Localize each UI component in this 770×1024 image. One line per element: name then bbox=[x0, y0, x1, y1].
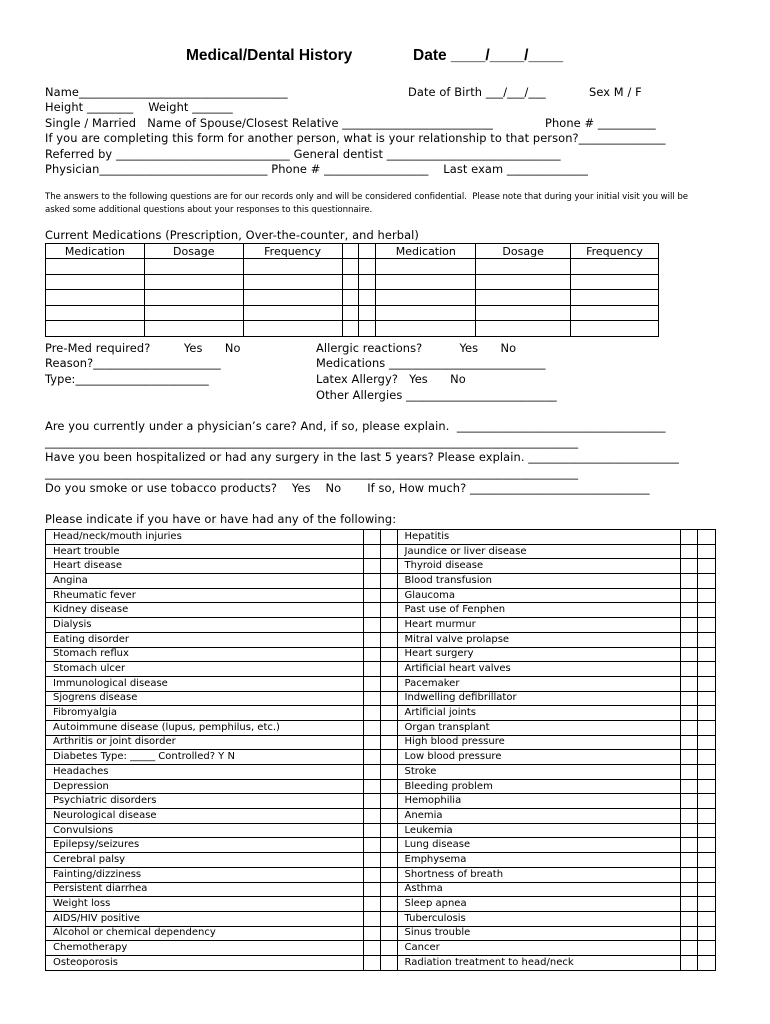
condition-checkbox[interactable] bbox=[681, 867, 698, 882]
med-cell[interactable] bbox=[46, 305, 145, 321]
premed-required-field[interactable]: Pre-Med required? Yes No bbox=[45, 341, 241, 355]
condition-checkbox[interactable] bbox=[380, 588, 397, 603]
condition-label-left: Stomach ulcer bbox=[46, 662, 364, 677]
condition-row bbox=[46, 809, 716, 824]
medications-heading: Current Medications (Prescription, Over-the-counter, and herbal) bbox=[45, 228, 419, 242]
condition-checkbox[interactable] bbox=[681, 559, 698, 574]
frequency-col-header: Frequency bbox=[243, 244, 342, 259]
condition-row bbox=[46, 544, 716, 559]
condition-checkbox[interactable] bbox=[698, 588, 716, 603]
condition-checkbox[interactable] bbox=[363, 897, 380, 912]
condition-checkbox[interactable] bbox=[698, 632, 716, 647]
condition-label-right: Emphysema bbox=[397, 853, 681, 868]
spacer-col bbox=[359, 244, 376, 259]
condition-checkbox[interactable] bbox=[363, 926, 380, 941]
condition-checkbox[interactable] bbox=[698, 530, 716, 545]
condition-checkbox[interactable] bbox=[681, 882, 698, 897]
condition-checkbox[interactable] bbox=[698, 706, 716, 721]
condition-row bbox=[46, 897, 716, 912]
condition-label-right: Blood transfusion bbox=[397, 574, 681, 589]
condition-row bbox=[46, 794, 716, 809]
condition-checkbox[interactable] bbox=[363, 706, 380, 721]
condition-row bbox=[46, 676, 716, 691]
med-cell[interactable] bbox=[376, 305, 476, 321]
condition-checkbox[interactable] bbox=[363, 823, 380, 838]
dosage-cell[interactable] bbox=[476, 321, 571, 337]
condition-label-right: Hemophilia bbox=[397, 794, 681, 809]
medications-table bbox=[45, 243, 659, 337]
condition-checkbox[interactable] bbox=[363, 588, 380, 603]
condition-checkbox[interactable] bbox=[681, 647, 698, 662]
spacer-cell bbox=[359, 305, 376, 321]
condition-checkbox[interactable] bbox=[698, 676, 716, 691]
condition-label-right: Indwelling defibrillator bbox=[397, 691, 681, 706]
condition-checkbox[interactable] bbox=[698, 838, 716, 853]
dosage-col-header: Dosage bbox=[476, 244, 571, 259]
dosage-cell[interactable] bbox=[476, 259, 571, 275]
condition-checkbox[interactable] bbox=[681, 720, 698, 735]
condition-checkbox[interactable] bbox=[698, 779, 716, 794]
condition-checkbox[interactable] bbox=[380, 691, 397, 706]
form-title: Medical/Dental History bbox=[186, 47, 353, 64]
condition-checkbox[interactable] bbox=[380, 720, 397, 735]
condition-checkbox[interactable] bbox=[698, 662, 716, 677]
condition-checkbox[interactable] bbox=[380, 853, 397, 868]
condition-checkbox[interactable] bbox=[380, 838, 397, 853]
condition-row bbox=[46, 882, 716, 897]
medication-row bbox=[46, 305, 659, 321]
condition-label-right: Shortness of breath bbox=[397, 867, 681, 882]
condition-checkbox[interactable] bbox=[681, 794, 698, 809]
med-col-header: Medication bbox=[46, 244, 145, 259]
condition-checkbox[interactable] bbox=[363, 853, 380, 868]
condition-checkbox[interactable] bbox=[363, 867, 380, 882]
medication-row bbox=[46, 321, 659, 337]
hospitalized-question[interactable]: Have you been hospitalized or had any surgery in the last 5 years? Please explain. __________________________ bbox=[45, 450, 679, 464]
condition-label-right: Asthma bbox=[397, 882, 681, 897]
condition-checkbox[interactable] bbox=[380, 911, 397, 926]
condition-checkbox[interactable] bbox=[681, 941, 698, 956]
condition-checkbox[interactable] bbox=[681, 955, 698, 970]
med-cell[interactable] bbox=[376, 321, 476, 337]
medication-row bbox=[46, 290, 659, 306]
condition-checkbox[interactable] bbox=[681, 926, 698, 941]
condition-checkbox[interactable] bbox=[681, 574, 698, 589]
dob-field[interactable]: Date of Birth ___/___/___ bbox=[408, 85, 546, 99]
condition-checkbox[interactable] bbox=[698, 765, 716, 780]
condition-label-right: Hepatitis bbox=[397, 530, 681, 545]
condition-row bbox=[46, 588, 716, 603]
condition-row bbox=[46, 941, 716, 956]
condition-checkbox[interactable] bbox=[698, 603, 716, 618]
condition-checkbox[interactable] bbox=[681, 632, 698, 647]
condition-label-right: Tuberculosis bbox=[397, 911, 681, 926]
condition-label-right: Organ transplant bbox=[397, 720, 681, 735]
condition-checkbox[interactable] bbox=[380, 867, 397, 882]
condition-row bbox=[46, 911, 716, 926]
condition-row bbox=[46, 867, 716, 882]
condition-checkbox[interactable] bbox=[363, 735, 380, 750]
condition-label-left: Stomach reflux bbox=[46, 647, 364, 662]
condition-checkbox[interactable] bbox=[380, 809, 397, 824]
condition-label-right: Heart surgery bbox=[397, 647, 681, 662]
condition-row bbox=[46, 618, 716, 633]
condition-checkbox[interactable] bbox=[363, 632, 380, 647]
condition-checkbox[interactable] bbox=[698, 809, 716, 824]
physician-care-question[interactable]: Are you currently under a physician’s care? And, if so, please explain. ____________________________________ bbox=[45, 419, 666, 433]
dosage-cell[interactable] bbox=[476, 274, 571, 290]
condition-checkbox[interactable] bbox=[681, 662, 698, 677]
condition-checkbox[interactable] bbox=[681, 750, 698, 765]
med-cell[interactable] bbox=[376, 259, 476, 275]
conditions-heading: Please indicate if you have or have had any of the following: bbox=[45, 512, 397, 526]
condition-checkbox[interactable] bbox=[363, 662, 380, 677]
premed-reason-field[interactable]: Reason?______________________ bbox=[45, 356, 221, 370]
condition-checkbox[interactable] bbox=[681, 897, 698, 912]
condition-label-left: Alcohol or chemical dependency bbox=[46, 926, 364, 941]
condition-label-left: Weight loss bbox=[46, 897, 364, 912]
condition-row bbox=[46, 574, 716, 589]
condition-label-left: Psychiatric disorders bbox=[46, 794, 364, 809]
condition-row bbox=[46, 779, 716, 794]
condition-checkbox[interactable] bbox=[698, 926, 716, 941]
condition-checkbox[interactable] bbox=[380, 662, 397, 677]
condition-row bbox=[46, 647, 716, 662]
referral-dentist-field[interactable]: Referred by ______________________________ General dentist ______________________________ bbox=[45, 147, 561, 161]
spacer-cell bbox=[342, 274, 359, 290]
condition-checkbox[interactable] bbox=[363, 559, 380, 574]
marital-relative-field[interactable]: Single / Married Name of Spouse/Closest Relative __________________________ bbox=[45, 116, 493, 130]
condition-label-right: Low blood pressure bbox=[397, 750, 681, 765]
condition-label-right: Artificial heart valves bbox=[397, 662, 681, 677]
condition-row bbox=[46, 706, 716, 721]
premed-type-field[interactable]: Type:_______________________ bbox=[45, 372, 209, 386]
condition-label-left: Heart disease bbox=[46, 559, 364, 574]
condition-checkbox[interactable] bbox=[681, 911, 698, 926]
medication-row bbox=[46, 259, 659, 275]
condition-checkbox[interactable] bbox=[681, 603, 698, 618]
dosage-cell[interactable] bbox=[476, 305, 571, 321]
latex-allergy-field[interactable]: Latex Allergy? Yes No bbox=[316, 372, 466, 386]
frequency-cell[interactable] bbox=[243, 290, 342, 306]
condition-checkbox[interactable] bbox=[380, 765, 397, 780]
condition-label-right: Glaucoma bbox=[397, 588, 681, 603]
condition-checkbox[interactable] bbox=[681, 691, 698, 706]
condition-checkbox[interactable] bbox=[681, 823, 698, 838]
condition-checkbox[interactable] bbox=[698, 955, 716, 970]
condition-label-left: Persistent diarrhea bbox=[46, 882, 364, 897]
condition-checkbox[interactable] bbox=[363, 603, 380, 618]
condition-label-left: Head/neck/mouth injuries bbox=[46, 530, 364, 545]
condition-checkbox[interactable] bbox=[363, 779, 380, 794]
condition-checkbox[interactable] bbox=[698, 823, 716, 838]
condition-checkbox[interactable] bbox=[380, 926, 397, 941]
relative-phone-field[interactable]: Phone # __________ bbox=[545, 116, 656, 130]
condition-checkbox[interactable] bbox=[380, 794, 397, 809]
condition-checkbox[interactable] bbox=[380, 647, 397, 662]
condition-checkbox[interactable] bbox=[698, 941, 716, 956]
condition-row bbox=[46, 750, 716, 765]
other-allergies-field[interactable]: Other Allergies __________________________ bbox=[316, 388, 557, 402]
condition-checkbox[interactable] bbox=[681, 779, 698, 794]
name-field[interactable]: Name____________________________________ bbox=[45, 85, 288, 99]
frequency-cell[interactable] bbox=[243, 274, 342, 290]
condition-checkbox[interactable] bbox=[698, 574, 716, 589]
frequency-cell[interactable] bbox=[571, 321, 659, 337]
condition-checkbox[interactable] bbox=[698, 647, 716, 662]
condition-label-left: Osteoporosis bbox=[46, 955, 364, 970]
spacer-cell bbox=[359, 274, 376, 290]
condition-row bbox=[46, 662, 716, 677]
dosage-col-header: Dosage bbox=[144, 244, 243, 259]
condition-checkbox[interactable] bbox=[681, 735, 698, 750]
condition-row bbox=[46, 603, 716, 618]
condition-label-left: Depression bbox=[46, 779, 364, 794]
condition-row bbox=[46, 853, 716, 868]
condition-label-left: Sjogrens disease bbox=[46, 691, 364, 706]
condition-label-right: Past use of Fenphen bbox=[397, 603, 681, 618]
condition-label-right: Heart murmur bbox=[397, 618, 681, 633]
condition-checkbox[interactable] bbox=[681, 530, 698, 545]
condition-label-right: High blood pressure bbox=[397, 735, 681, 750]
medication-row bbox=[46, 274, 659, 290]
conditions-table bbox=[45, 529, 716, 971]
condition-label-left: AIDS/HIV positive bbox=[46, 911, 364, 926]
med-cell[interactable] bbox=[46, 290, 145, 306]
spacer-cell bbox=[359, 321, 376, 337]
relationship-field[interactable]: If you are completing this form for another person, what is your relationship to that person?_______________ bbox=[45, 131, 666, 145]
condition-checkbox[interactable] bbox=[681, 544, 698, 559]
condition-checkbox[interactable] bbox=[363, 955, 380, 970]
condition-checkbox[interactable] bbox=[380, 955, 397, 970]
dosage-cell[interactable] bbox=[476, 290, 571, 306]
condition-checkbox[interactable] bbox=[363, 691, 380, 706]
condition-label-right: Radiation treatment to head/neck bbox=[397, 955, 681, 970]
condition-checkbox[interactable] bbox=[698, 750, 716, 765]
condition-label-right: Pacemaker bbox=[397, 676, 681, 691]
condition-checkbox[interactable] bbox=[363, 750, 380, 765]
condition-row bbox=[46, 691, 716, 706]
condition-checkbox[interactable] bbox=[380, 735, 397, 750]
disclaimer-line-1: The answers to the following questions are for our records only and will be considered confidential. Please note that during your initial visit you will be bbox=[45, 192, 688, 202]
condition-checkbox[interactable] bbox=[698, 720, 716, 735]
condition-label-left: Autoimmune disease (lupus, pemphilus, etc.) bbox=[46, 720, 364, 735]
spacer-cell bbox=[359, 290, 376, 306]
condition-row bbox=[46, 735, 716, 750]
condition-checkbox[interactable] bbox=[681, 765, 698, 780]
condition-label-right: Anemia bbox=[397, 809, 681, 824]
condition-checkbox[interactable] bbox=[698, 735, 716, 750]
frequency-cell[interactable] bbox=[243, 321, 342, 337]
condition-checkbox[interactable] bbox=[363, 838, 380, 853]
condition-label-right: Jaundice or liver disease bbox=[397, 544, 681, 559]
condition-checkbox[interactable] bbox=[363, 676, 380, 691]
allergy-medications-field[interactable]: Medications ___________________________ bbox=[316, 356, 546, 370]
condition-checkbox[interactable] bbox=[681, 588, 698, 603]
condition-row bbox=[46, 559, 716, 574]
condition-row bbox=[46, 838, 716, 853]
dosage-cell[interactable] bbox=[144, 321, 243, 337]
condition-checkbox[interactable] bbox=[380, 779, 397, 794]
frequency-cell[interactable] bbox=[571, 305, 659, 321]
condition-label-left: Epilepsy/seizures bbox=[46, 838, 364, 853]
condition-label-right: Stroke bbox=[397, 765, 681, 780]
condition-label-right: Bleeding problem bbox=[397, 779, 681, 794]
condition-label-left: Heart trouble bbox=[46, 544, 364, 559]
condition-row bbox=[46, 926, 716, 941]
condition-checkbox[interactable] bbox=[681, 676, 698, 691]
frequency-cell[interactable] bbox=[243, 305, 342, 321]
height-weight-field[interactable]: Height ________ Weight _______ bbox=[45, 100, 233, 114]
condition-label-right: Cancer bbox=[397, 941, 681, 956]
condition-checkbox[interactable] bbox=[380, 750, 397, 765]
condition-checkbox[interactable] bbox=[698, 691, 716, 706]
condition-checkbox[interactable] bbox=[380, 897, 397, 912]
frequency-cell[interactable] bbox=[571, 274, 659, 290]
condition-checkbox[interactable] bbox=[681, 838, 698, 853]
condition-checkbox[interactable] bbox=[698, 897, 716, 912]
condition-checkbox[interactable] bbox=[698, 867, 716, 882]
frequency-cell[interactable] bbox=[571, 259, 659, 275]
condition-label-right: Sinus trouble bbox=[397, 926, 681, 941]
condition-checkbox[interactable] bbox=[380, 603, 397, 618]
condition-label-left: Chemotherapy bbox=[46, 941, 364, 956]
spacer-cell bbox=[342, 290, 359, 306]
condition-checkbox[interactable] bbox=[363, 765, 380, 780]
condition-checkbox[interactable] bbox=[681, 618, 698, 633]
frequency-cell[interactable] bbox=[243, 259, 342, 275]
condition-label-right: Mitral valve prolapse bbox=[397, 632, 681, 647]
condition-label-left: Cerebral palsy bbox=[46, 853, 364, 868]
smoking-question[interactable]: Do you smoke or use tobacco products? Yes No If so, How much? _______________________________ bbox=[45, 481, 650, 495]
condition-label-left: Fainting/dizziness bbox=[46, 867, 364, 882]
condition-label-left: Arthritis or joint disorder bbox=[46, 735, 364, 750]
spacer-cell bbox=[342, 305, 359, 321]
spacer-cell bbox=[342, 321, 359, 337]
condition-label-left: Kidney disease bbox=[46, 603, 364, 618]
condition-label-left: Convulsions bbox=[46, 823, 364, 838]
sex-field[interactable]: Sex M / F bbox=[589, 85, 642, 99]
condition-label-right: Lung disease bbox=[397, 838, 681, 853]
condition-checkbox[interactable] bbox=[380, 574, 397, 589]
condition-checkbox[interactable] bbox=[380, 823, 397, 838]
condition-checkbox[interactable] bbox=[363, 574, 380, 589]
med-cell[interactable] bbox=[46, 274, 145, 290]
condition-row bbox=[46, 720, 716, 735]
condition-label-left: Eating disorder bbox=[46, 632, 364, 647]
med-cell[interactable] bbox=[376, 274, 476, 290]
condition-label-left: Angina bbox=[46, 574, 364, 589]
condition-checkbox[interactable] bbox=[698, 911, 716, 926]
spacer-col bbox=[342, 244, 359, 259]
condition-checkbox[interactable] bbox=[363, 809, 380, 824]
condition-checkbox[interactable] bbox=[698, 882, 716, 897]
condition-checkbox[interactable] bbox=[363, 647, 380, 662]
spacer-cell bbox=[359, 259, 376, 275]
physician-field[interactable]: Physician_____________________________ Phone # __________________ Last exam ______________ bbox=[45, 162, 589, 176]
condition-label-left: Headaches bbox=[46, 765, 364, 780]
condition-checkbox[interactable] bbox=[380, 559, 397, 574]
condition-checkbox[interactable] bbox=[363, 911, 380, 926]
condition-checkbox[interactable] bbox=[698, 618, 716, 633]
medications-header-row bbox=[46, 244, 659, 259]
condition-label-left: Rheumatic fever bbox=[46, 588, 364, 603]
allergic-reactions-field[interactable]: Allergic reactions? Yes No bbox=[316, 341, 517, 355]
condition-checkbox[interactable] bbox=[698, 559, 716, 574]
condition-checkbox[interactable] bbox=[380, 941, 397, 956]
condition-checkbox[interactable] bbox=[681, 706, 698, 721]
condition-checkbox[interactable] bbox=[363, 530, 380, 545]
condition-checkbox[interactable] bbox=[380, 544, 397, 559]
condition-checkbox[interactable] bbox=[698, 794, 716, 809]
condition-checkbox[interactable] bbox=[380, 618, 397, 633]
condition-label-left: Fibromyalgia bbox=[46, 706, 364, 721]
med-col-header: Medication bbox=[376, 244, 476, 259]
condition-label-left: Diabetes Type: _____ Controlled? Y N bbox=[46, 750, 364, 765]
condition-checkbox[interactable] bbox=[363, 882, 380, 897]
frequency-col-header: Frequency bbox=[571, 244, 659, 259]
condition-label-left: Immunological disease bbox=[46, 676, 364, 691]
condition-row bbox=[46, 823, 716, 838]
condition-checkbox[interactable] bbox=[380, 676, 397, 691]
condition-checkbox[interactable] bbox=[363, 720, 380, 735]
condition-checkbox[interactable] bbox=[698, 853, 716, 868]
condition-row bbox=[46, 530, 716, 545]
condition-row bbox=[46, 765, 716, 780]
condition-label-right: Sleep apnea bbox=[397, 897, 681, 912]
condition-label-right: Leukemia bbox=[397, 823, 681, 838]
condition-checkbox[interactable] bbox=[380, 530, 397, 545]
condition-label-right: Artificial joints bbox=[397, 706, 681, 721]
condition-row bbox=[46, 955, 716, 970]
condition-checkbox[interactable] bbox=[363, 941, 380, 956]
dosage-cell[interactable] bbox=[144, 305, 243, 321]
dosage-cell[interactable] bbox=[144, 259, 243, 275]
condition-checkbox[interactable] bbox=[681, 809, 698, 824]
condition-checkbox[interactable] bbox=[681, 853, 698, 868]
physician-care-answer-line[interactable]: ____________________________________________________________________________________________ bbox=[45, 435, 579, 449]
condition-checkbox[interactable] bbox=[380, 632, 397, 647]
condition-label-left: Neurological disease bbox=[46, 809, 364, 824]
condition-row bbox=[46, 632, 716, 647]
date-field[interactable]: Date ____/____/____ bbox=[413, 47, 563, 64]
condition-checkbox[interactable] bbox=[380, 882, 397, 897]
condition-checkbox[interactable] bbox=[363, 544, 380, 559]
condition-checkbox[interactable] bbox=[698, 544, 716, 559]
condition-checkbox[interactable] bbox=[363, 794, 380, 809]
disclaimer-line-2: asked some additional questions about your responses to this questionnaire. bbox=[45, 205, 373, 215]
dosage-cell[interactable] bbox=[144, 290, 243, 306]
condition-label-left: Dialysis bbox=[46, 618, 364, 633]
med-cell[interactable] bbox=[46, 321, 145, 337]
dosage-cell[interactable] bbox=[144, 274, 243, 290]
med-cell[interactable] bbox=[376, 290, 476, 306]
med-cell[interactable] bbox=[46, 259, 145, 275]
condition-checkbox[interactable] bbox=[363, 618, 380, 633]
frequency-cell[interactable] bbox=[571, 290, 659, 306]
spacer-cell bbox=[342, 259, 359, 275]
condition-label-right: Thyroid disease bbox=[397, 559, 681, 574]
condition-checkbox[interactable] bbox=[380, 706, 397, 721]
hospitalized-answer-line[interactable]: ____________________________________________________________________________________________ bbox=[45, 466, 579, 480]
